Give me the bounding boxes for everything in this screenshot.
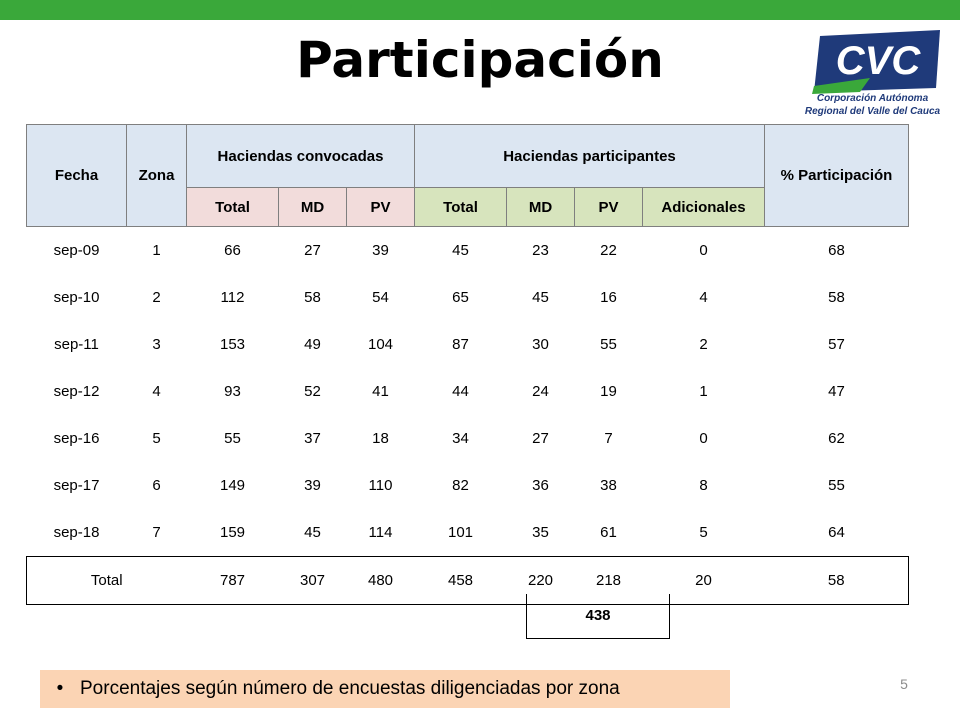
cell-conv-pv: 110: [368, 477, 393, 494]
cell-part-md: 30: [532, 336, 549, 353]
cell-part-md: 35: [532, 524, 549, 541]
logo-brand-text: CVC: [835, 39, 921, 83]
cell-adicionales: 5: [699, 524, 708, 541]
header-participantes: Haciendas participantes: [415, 125, 765, 188]
cell-zona: 2: [152, 289, 161, 306]
total-conv-md: 307: [279, 557, 347, 605]
footnote-bar: [40, 670, 730, 708]
cell-participacion: 57: [828, 336, 845, 353]
cell-part-pv: 7: [604, 430, 613, 447]
cell-part-md: 36: [532, 477, 549, 494]
cell-fecha: sep-17: [53, 477, 100, 494]
cell-adicionales: 4: [699, 289, 708, 306]
cell-adicionales: 0: [699, 430, 708, 447]
cell-zona: 6: [152, 477, 161, 494]
cell-adicionales: 2: [699, 336, 708, 353]
cell-conv-total: 149: [219, 477, 246, 494]
cell-part-total: 65: [452, 289, 469, 306]
header-adicionales: Adicionales: [643, 188, 765, 227]
table-row: [27, 321, 909, 368]
cell-part-md: 45: [532, 289, 549, 306]
header-conv-md: MD: [279, 188, 347, 227]
cell-conv-md: 58: [304, 289, 321, 306]
cell-part-pv: 38: [600, 477, 617, 494]
cell-fecha: sep-12: [53, 383, 100, 400]
bullet-icon: •: [56, 678, 64, 699]
total-conv-pv: 480: [347, 557, 415, 605]
header-fecha: Fecha: [27, 125, 127, 227]
cell-conv-md: 52: [304, 383, 321, 400]
cell-fecha: sep-09: [53, 242, 100, 259]
cell-fecha: sep-10: [53, 289, 100, 306]
cell-fecha: sep-18: [53, 524, 100, 541]
cell-adicionales: 0: [699, 242, 708, 259]
cell-fecha: sep-16: [53, 430, 100, 447]
cell-part-md: 23: [532, 242, 549, 259]
top-accent-bar: [0, 0, 960, 20]
table-row: [27, 415, 909, 462]
participation-table: [26, 124, 909, 605]
header-participacion: % Participación: [765, 125, 909, 227]
cell-conv-pv: 104: [367, 336, 394, 353]
cell-zona: 3: [152, 336, 161, 353]
cell-part-total: 44: [452, 383, 469, 400]
cell-participacion: 64: [828, 524, 845, 541]
table-row: [27, 368, 909, 415]
logo-subtitle-line1: Corporación Autónoma: [816, 93, 929, 104]
table-row: [27, 274, 909, 321]
cell-conv-total: 55: [224, 430, 241, 447]
cell-participacion: 62: [828, 430, 845, 447]
cell-part-md: 24: [532, 383, 549, 400]
table-row: [27, 227, 909, 275]
cell-conv-total: 159: [219, 524, 246, 541]
cell-conv-md: 39: [304, 477, 321, 494]
cell-conv-md: 45: [304, 524, 321, 541]
total-label: Total: [27, 557, 187, 605]
cell-zona: 4: [152, 383, 161, 400]
cell-adicionales: 8: [699, 477, 708, 494]
header-part-md: MD: [507, 188, 575, 227]
cell-part-pv: 22: [600, 242, 617, 259]
table-row: [27, 462, 909, 509]
cell-part-pv: 55: [600, 336, 617, 353]
cell-conv-pv: 18: [372, 430, 389, 447]
header-zona: Zona: [127, 125, 187, 227]
footnote-text: Porcentajes según número de encuestas diligenciadas por zona: [80, 678, 620, 699]
cell-part-total: 87: [452, 336, 469, 353]
cell-conv-pv: 41: [372, 383, 389, 400]
cell-adicionales: 1: [699, 383, 708, 400]
page-number: 5: [900, 676, 908, 692]
cell-conv-total: 112: [220, 289, 245, 306]
cell-participacion: 58: [828, 289, 845, 306]
cell-part-pv: 16: [600, 289, 617, 306]
cell-conv-pv: 114: [368, 524, 393, 541]
cell-part-pv: 19: [600, 383, 617, 400]
total-row: [27, 557, 909, 605]
logo-subtitle: [800, 92, 945, 118]
cell-part-total: 45: [452, 242, 469, 259]
header-part-pv: PV: [575, 188, 643, 227]
cell-zona: 7: [152, 524, 161, 541]
cell-conv-total: 153: [219, 336, 246, 353]
cell-part-total: 101: [447, 524, 474, 541]
slide-title: Participación: [296, 31, 664, 89]
cell-fecha: sep-11: [54, 336, 99, 353]
total-adicionales: 20: [643, 557, 765, 605]
cell-participacion: 47: [828, 383, 845, 400]
cell-conv-md: 49: [304, 336, 321, 353]
table-body: [27, 227, 909, 557]
total-part-md: 220: [507, 557, 575, 605]
header-convocadas: Haciendas convocadas: [187, 125, 415, 188]
cell-part-total: 82: [452, 477, 469, 494]
cell-conv-total: 93: [224, 383, 241, 400]
cell-conv-pv: 39: [372, 242, 389, 259]
cell-conv-md: 37: [304, 430, 321, 447]
table-row: [27, 509, 909, 557]
md-pv-sum-box: 438: [526, 594, 670, 639]
cell-participacion: 55: [828, 477, 845, 494]
total-part-total: 458: [415, 557, 507, 605]
cell-part-pv: 61: [600, 524, 617, 541]
total-conv-total: 787: [187, 557, 279, 605]
cell-participacion: 68: [828, 242, 845, 259]
cell-conv-pv: 54: [372, 289, 389, 306]
cell-conv-total: 66: [224, 242, 241, 259]
logo-subtitle-line2: Regional del Valle del Cauca: [804, 106, 941, 117]
cell-zona: 5: [152, 430, 161, 447]
header-conv-total: Total: [187, 188, 279, 227]
header-conv-pv: PV: [347, 188, 415, 227]
header-part-total: Total: [415, 188, 507, 227]
total-part-pv: 218: [575, 557, 643, 605]
cell-zona: 1: [152, 242, 161, 259]
cell-part-md: 27: [532, 430, 549, 447]
cell-conv-md: 27: [304, 242, 321, 259]
total-participacion: 58: [765, 557, 909, 605]
cell-part-total: 34: [452, 430, 469, 447]
